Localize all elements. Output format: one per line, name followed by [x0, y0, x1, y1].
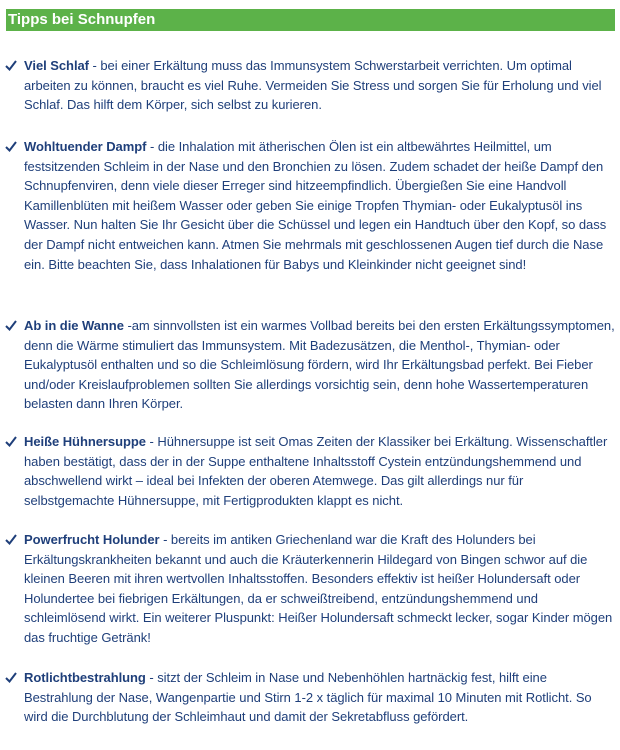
tip-item-sleep: [5, 56, 615, 115]
checkmark-icon: [5, 316, 19, 336]
tip-paragraph: [24, 432, 615, 510]
tip-title: Ab in die Wanne: [24, 318, 124, 333]
tip-paragraph: [24, 316, 615, 414]
checkmark-icon: [5, 137, 19, 157]
tip-title: Heiße Hühnersuppe: [24, 434, 146, 449]
page-title-banner: [6, 9, 615, 31]
tip-paragraph: [24, 530, 615, 648]
checkmark-icon: [5, 432, 19, 452]
tip-item-bath: [5, 316, 615, 414]
tip-paragraph: [24, 137, 615, 274]
tip-title: Powerfrucht Holunder: [24, 532, 160, 547]
checkmark-icon: [5, 668, 19, 688]
tip-paragraph: [24, 668, 615, 727]
tip-title: Viel Schlaf: [24, 58, 89, 73]
tip-text: - Hühnersuppe ist seit Omas Zeiten der Klassiker bei Erkältung. Wissenschaftler haben bestätigt, dass der in der Suppe enthaltene Inhaltsstoff Cystein entzündungshemmend und abschwellend wirkt – ideal bei Infekten der oberen Atemwege. Das gilt allerdings nur für selbstgemachte Hühnersuppe, mit Fertigprodukten klappt es nicht.: [24, 434, 608, 508]
page-title: Tipps bei Schnupfen: [8, 11, 156, 28]
checkmark-icon: [5, 56, 19, 76]
tip-text: - die Inhalation mit ätherischen Ölen ist ein altbewährtes Heilmittel, um festsitzenden Schleim in der Nase und den Bronchien zu lösen. Zudem schadet der heiße Dampf den Schnupfenviren, denn viele dieser Erreger sind hitzeempfindlich. Übergießen Sie eine Handvoll Kamillenblüten mit heißem Wasser oder geben Sie einige Tropfen Thymian- oder Eukalyptusöl ins Wasser. Nun halten Sie Ihr Gesicht über die Schüssel und legen ein Handtuch über den Kopf, so dass der Dampf nicht entweichen kann. Atmen Sie mehrmals mit geschlossenen Augen tief durch die Nase ein. Bitte beachten Sie, dass Inhalationen für Babys und Kleinkinder nicht geeignet sind!: [24, 139, 607, 272]
tip-item-chicken-soup: [5, 432, 615, 510]
tip-item-red-light: [5, 668, 615, 727]
tip-item-steam: [5, 137, 615, 274]
tip-text: -am sinnvollsten ist ein warmes Vollbad bereits bei den ersten Erkältungssymptomen, denn die Wärme stimuliert das Immunsystem. Mit Badezusätzen, die Menthol-, Thymian- oder Eukalyptusöl enthalten und so die Schleimlösung fördern, wird Ihr Erkältungsbad perfekt. Bei Fieber und/oder Kreislaufproblemen sollten Sie allerdings vorsichtig sein, denn hohe Wassertemperaturen belasten dann Ihren Körper.: [24, 318, 615, 412]
tip-text: - sitzt der Schleim in Nase und Nebenhöhlen hartnäckig fest, hilft eine Bestrahlung der Nase, Wangenpartie und Stirn 1-2 x täglich für maximal 10 Minuten mit Rotlicht. So wird die Durchblutung der Schleimhaut und damit der Sekretabfluss gefördert.: [24, 670, 592, 725]
tip-paragraph: [24, 56, 615, 115]
tip-text: - bereits im antiken Griechenland war die Kraft des Holunders bei Erkältungskrankheiten bekannt und auch die Kräuterkennerin Hildegard von Bingen schwor auf die kleinen Beeren mit ihren wertvollen Inhaltsstoffen. Besonders effektiv ist heißer Holundersaft oder Holundertee bei fiebrigen Erkältungen, da er schweißtreibend, entzündungshemmend und schleimlösend wirkt. Ein weiterer Pluspunkt: Heißer Holundersaft schmeckt lecker, sogar Kinder mögen das fruchtige Getränk!: [24, 532, 613, 645]
tip-title: Rotlichtbestrahlung: [24, 670, 146, 685]
checkmark-icon: [5, 530, 19, 550]
tip-item-elderberry: [5, 530, 615, 648]
tip-text: - bei einer Erkältung muss das Immunsystem Schwerstarbeit verrichten. Um optimal arbeiten zu können, braucht es viel Ruhe. Vermeiden Sie Stress und sorgen Sie für Erholung und viel Schlaf. Das hilft dem Körper, sich selbst zu kurieren.: [24, 58, 602, 113]
tip-title: Wohltuender Dampf: [24, 139, 147, 154]
